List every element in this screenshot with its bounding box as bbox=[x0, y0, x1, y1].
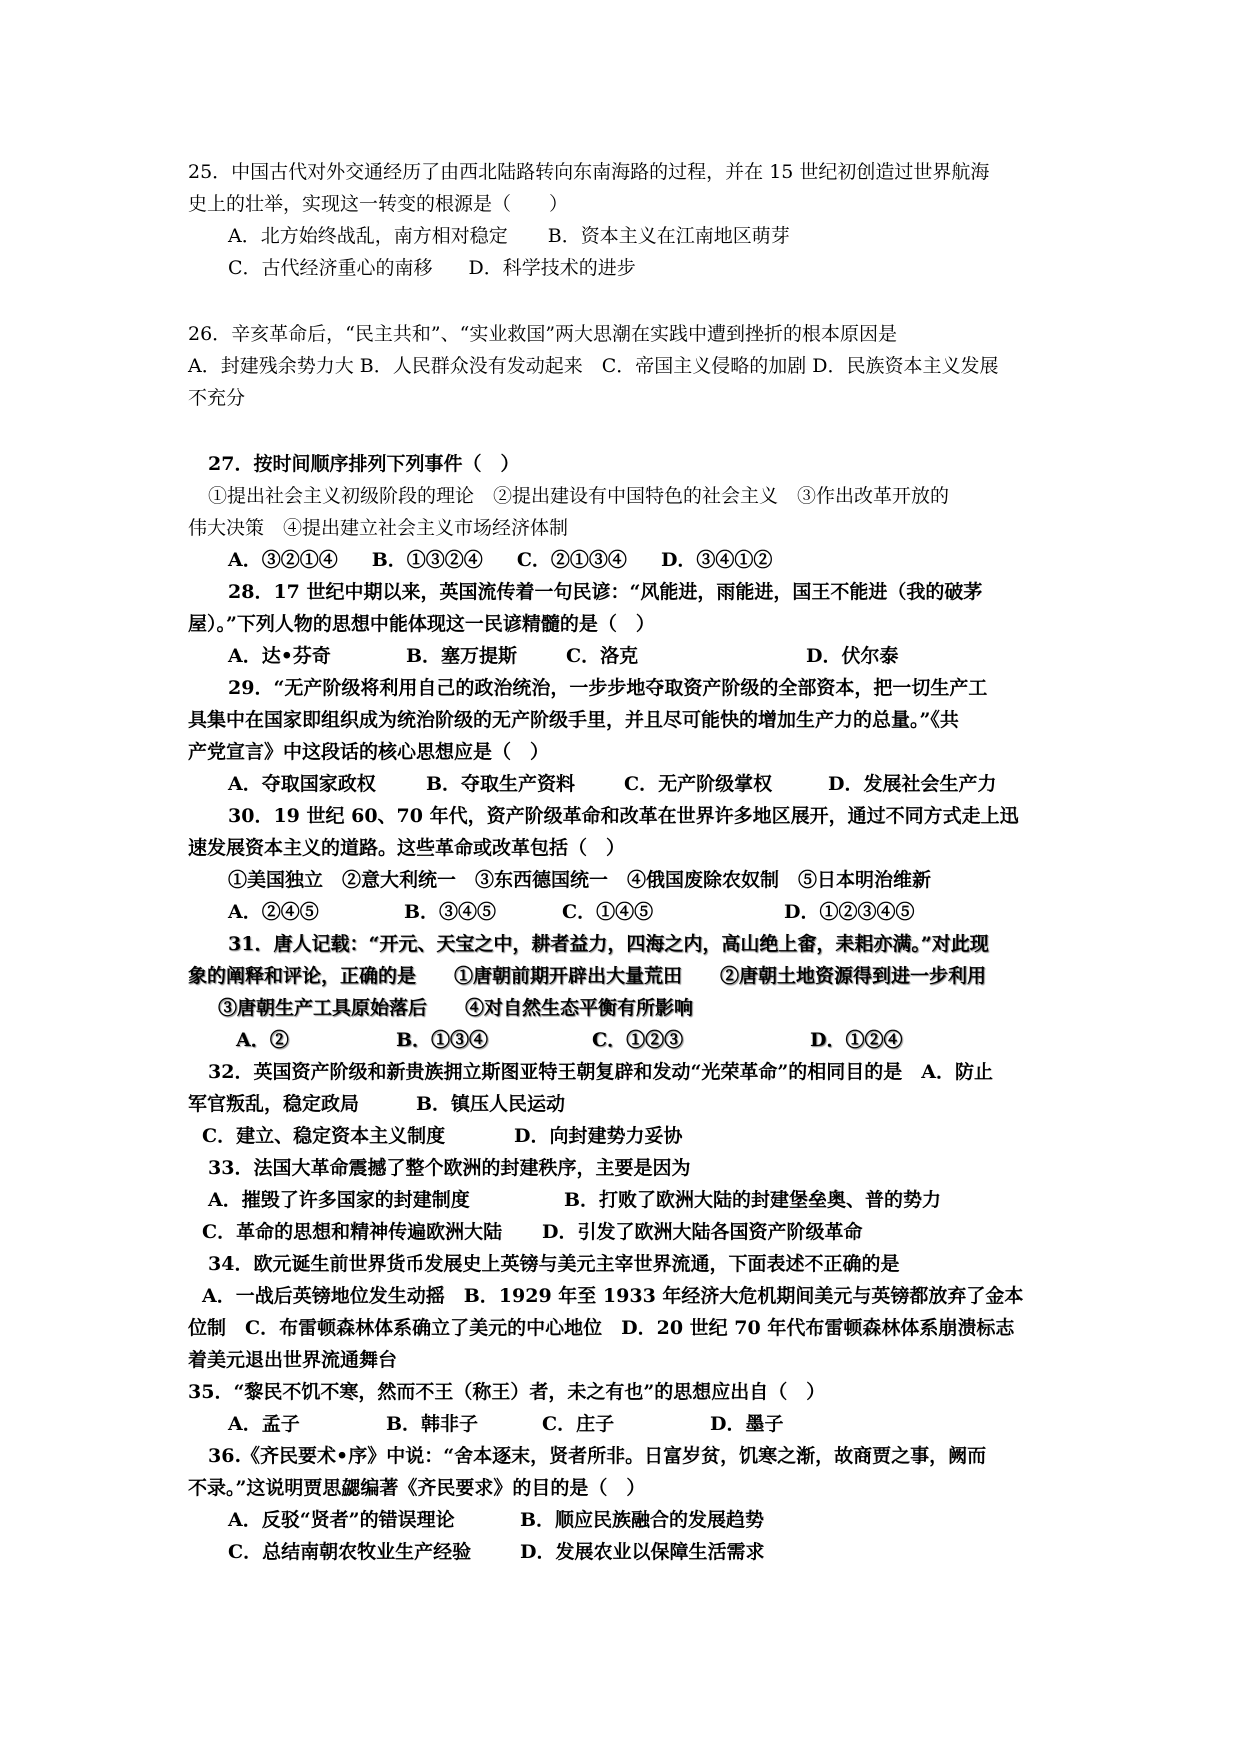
q33-option-c: C．革命的思想和精神传遍欧洲大陆 bbox=[202, 1221, 503, 1243]
q35-stem: 35．“黎民不饥不寒，然而不王（称王）者，未之有也”的思想应出自（ ） bbox=[188, 1381, 826, 1403]
q25-options-row2 bbox=[188, 252, 1108, 284]
q31-option-b: B．①③④ bbox=[396, 1029, 489, 1051]
q27-items-line1: ①提出社会主义初级阶段的理论 ②提出建设有中国特色的社会主义 ③作出改革开放的 bbox=[208, 485, 950, 507]
q33-option-a: A．摧毁了许多国家的封建制度 bbox=[208, 1189, 470, 1211]
q29-stem-line3: 产党宣言》中这段话的核心思想应是（ ） bbox=[188, 741, 550, 763]
q33-option-d: D．引发了欧洲大陆各国资产阶级革命 bbox=[542, 1221, 863, 1243]
q27-option-b: B．①③②④ bbox=[371, 549, 483, 571]
q36-options-row2 bbox=[188, 1536, 1108, 1568]
q35-option-d: D．墨子 bbox=[710, 1413, 784, 1435]
q27-items-line2: 伟大决策 ④提出建立社会主义市场经济体制 bbox=[188, 517, 569, 539]
q36-option-c: C．总结南朝农牧业生产经验 bbox=[228, 1541, 472, 1563]
q31-option-c: C．①②③ bbox=[592, 1029, 684, 1051]
q28-option-a: A．达•芬奇 bbox=[228, 645, 331, 667]
q30-option-c: C．①④⑤ bbox=[562, 901, 654, 923]
q30-options bbox=[188, 896, 1108, 928]
q28-option-c: C．洛克 bbox=[566, 645, 639, 667]
q32-stem-line2: 军官叛乱，稳定政局 B．镇压人民运动 bbox=[188, 1093, 566, 1115]
q32-option-c: C．建立、稳定资本主义制度 bbox=[202, 1125, 446, 1147]
q28-stem-line2: 屋）。”下列人物的思想中能体现这一民谚精髓的是（ ） bbox=[188, 613, 655, 635]
q33-stem: 33．法国大革命震撼了整个欧洲的封建秩序，主要是因为 bbox=[208, 1157, 691, 1179]
q33-options-row2 bbox=[188, 1216, 1108, 1248]
question-29 bbox=[188, 672, 1108, 800]
q29-options bbox=[188, 768, 1108, 800]
q26-options-line1: A．封建残余势力大 B．人民群众没有发动起来 C．帝国主义侵略的加剧 D．民族资本主义发展 bbox=[188, 355, 999, 377]
q31-option-d: D．①②④ bbox=[810, 1029, 903, 1051]
question-33 bbox=[188, 1152, 1108, 1248]
question-32 bbox=[188, 1056, 1108, 1152]
q35-option-a: A．孟子 bbox=[228, 1413, 300, 1435]
question-25 bbox=[188, 156, 1108, 284]
q34-stem: 34．欧元诞生前世界货币发展史上英镑与美元主宰世界流通，下面表述不正确的是 bbox=[208, 1253, 900, 1275]
q32-options bbox=[188, 1120, 1108, 1152]
q33-option-b: B．打败了欧洲大陆的封建堡垒奥、普的势力 bbox=[564, 1189, 942, 1211]
q34-options-line1: A．一战后英镑地位发生动摇 B．1929 年至 1933 年经济大危机期间美元与英镑都放弃了金本 bbox=[202, 1285, 1024, 1307]
question-35 bbox=[188, 1376, 1108, 1440]
q33-options-row1 bbox=[188, 1184, 1108, 1216]
q36-option-d: D．发展农业以保障生活需求 bbox=[520, 1541, 765, 1563]
q32-option-d: D．向封建势力妥协 bbox=[514, 1125, 683, 1147]
question-26 bbox=[188, 318, 1108, 414]
q31-option-a: A．② bbox=[236, 1029, 289, 1051]
q25-option-b: B．资本主义在江南地区萌芽 bbox=[547, 225, 790, 247]
q29-stem-line2: 具集中在国家即组织成为统治阶级的无产阶级手里，并且尽可能快的增加生产力的总量。”《共 bbox=[188, 709, 959, 731]
q29-option-d: D．发展社会生产力 bbox=[828, 773, 997, 795]
q29-option-c: C．无产阶级掌权 bbox=[624, 773, 773, 795]
q30-items: ①美国独立 ②意大利统一 ③东西德国统一 ④俄国废除农奴制 ⑤日本明治维新 bbox=[228, 869, 932, 891]
q30-stem-line1: 30．19 世纪 60、70 年代，资产阶级革命和改革在世界许多地区展开，通过不同方式走上迅 bbox=[228, 805, 1019, 827]
question-28 bbox=[188, 576, 1108, 672]
q27-option-c: C．②①③④ bbox=[516, 549, 627, 571]
q36-stem-line2: 不录。”这说明贾思勰编著《齐民要求》的目的是（ ） bbox=[188, 1477, 646, 1499]
q31-stem-line1: 31．唐人记载：“开元、天宝之中，耕者益力，四海之内，高山绝上畬，耒耜亦满。”对此现 bbox=[228, 933, 989, 955]
exam-page bbox=[188, 156, 1108, 1568]
q30-option-d: D．①②③④⑤ bbox=[784, 901, 915, 923]
q30-option-b: B．③④⑤ bbox=[404, 901, 497, 923]
q25-option-c: C．古代经济重心的南移 bbox=[228, 257, 433, 279]
q26-stem: 26．辛亥革命后，“民主共和”、“实业救国”两大思潮在实践中遭到挫折的根本原因是 bbox=[188, 323, 898, 345]
q35-option-b: B．韩非子 bbox=[386, 1413, 479, 1435]
q35-options bbox=[188, 1408, 1108, 1440]
q32-stem-line1: 32．英国资产阶级和新贵族拥立斯图亚特王朝复辟和发动“光荣革命”的相同目的是 A．防止 bbox=[208, 1061, 994, 1083]
q28-option-b: B．塞万提斯 bbox=[406, 645, 518, 667]
q27-options bbox=[188, 544, 1108, 576]
q30-stem-line2: 速发展资本主义的道路。这些革命或改革包括（ ） bbox=[188, 837, 626, 859]
q31-options bbox=[188, 1024, 1108, 1056]
q36-option-a: A．反驳“贤者”的错误理论 bbox=[228, 1509, 455, 1531]
q29-stem-line1: 29．“无产阶级将利用自己的政治统治，一步步地夺取资产阶级的全部资本，把一切生产工 bbox=[228, 677, 988, 699]
q36-stem-line1: 36.《齐民要术•序》中说：“舍本逐末，贤者所非。日富岁贫，饥寒之渐，故商贾之事，阙而 bbox=[208, 1445, 987, 1467]
q27-option-d: D．③④①② bbox=[660, 549, 773, 571]
q31-stem-line2: 象的阐释和评论，正确的是 ①唐朝前期开辟出大量荒田 ②唐朝土地资源得到进一步利用 bbox=[188, 965, 987, 987]
q25-stem-line1: 25．中国古代对外交通经历了由西北陆路转向东南海路的过程，并在 15 世纪初创造过世界航海 bbox=[188, 161, 990, 183]
q34-options-line2: 位制 C．布雷顿森林体系确立了美元的中心地位 D．20 世纪 70 年代布雷顿森林体系崩溃标志 bbox=[188, 1317, 1015, 1339]
q25-options-row1 bbox=[188, 220, 1108, 252]
question-27 bbox=[188, 448, 1108, 576]
q29-option-b: B．夺取生产资料 bbox=[426, 773, 576, 795]
q30-option-a: A．②④⑤ bbox=[228, 901, 319, 923]
question-31 bbox=[188, 928, 1108, 1056]
q28-option-d: D．伏尔泰 bbox=[806, 645, 899, 667]
q28-options bbox=[188, 640, 1108, 672]
q36-option-b: B．顺应民族融合的发展趋势 bbox=[520, 1509, 765, 1531]
question-34 bbox=[188, 1248, 1108, 1376]
q25-stem-line2: 史上的壮举，实现这一转变的根源是（ ） bbox=[188, 193, 569, 215]
question-36 bbox=[188, 1440, 1108, 1568]
q29-option-a: A．夺取国家政权 bbox=[228, 773, 376, 795]
q35-option-c: C．庄子 bbox=[542, 1413, 615, 1435]
q26-options-line2: 不充分 bbox=[188, 387, 246, 409]
question-30 bbox=[188, 800, 1108, 928]
q27-stem: 27．按时间顺序排列下列事件（ ） bbox=[208, 453, 520, 475]
q25-option-a: A．北方始终战乱，南方相对稳定 bbox=[228, 225, 508, 247]
q36-options-row1 bbox=[188, 1504, 1108, 1536]
q31-stem-line3: ③唐朝生产工具原始落后 ④对自然生态平衡有所影响 bbox=[218, 997, 694, 1019]
q34-options-line3: 着美元退出世界流通舞台 bbox=[188, 1349, 398, 1371]
q28-stem-line1: 28．17 世纪中期以来，英国流传着一句民谚：“风能进，雨能进，国王不能进（我的破茅 bbox=[228, 581, 983, 603]
q25-option-d: D．科学技术的进步 bbox=[468, 257, 636, 279]
q27-option-a: A．③②①④ bbox=[228, 549, 338, 571]
